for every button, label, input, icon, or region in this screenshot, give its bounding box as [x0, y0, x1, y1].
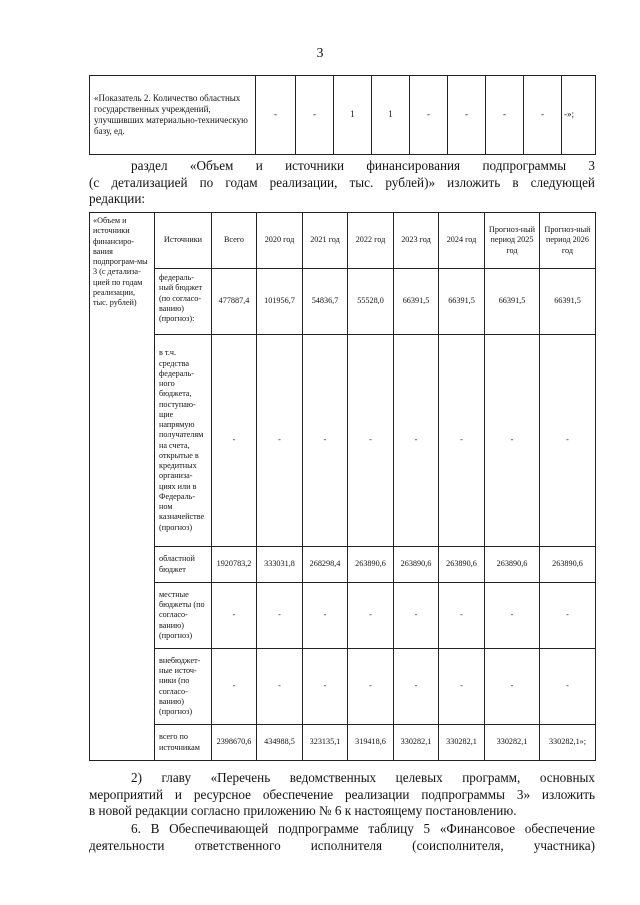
source-cell: внебюджет-ные источ-ники (по согласо-ванию) (прогноз): [155, 649, 212, 725]
value-cell: 2398670,6: [212, 725, 257, 761]
indicator-value: -: [410, 76, 448, 155]
indicator-description: «Показатель 2. Количество областных государственных учреждений, улучшивших материально-техническую базу, ед.: [90, 76, 256, 155]
column-header: Источники: [155, 213, 212, 269]
value-cell: -: [212, 335, 257, 547]
section-paragraph: [89, 158, 595, 208]
column-header: 2023 год: [394, 213, 439, 269]
value-cell: -: [257, 649, 303, 725]
indicator-value: 1: [334, 76, 372, 155]
chapter-paragraph: [89, 770, 595, 820]
table-row: [90, 76, 596, 155]
value-cell: 330282,1: [485, 725, 540, 761]
indicator-value: -»;: [562, 76, 596, 155]
value-cell: 477887,4: [212, 269, 257, 335]
table-row: [90, 725, 596, 761]
source-cell: всего по источникам: [155, 725, 212, 761]
value-cell: -: [394, 335, 439, 547]
value-cell: 1920783,2: [212, 547, 257, 583]
subprogram-paragraph: [89, 821, 595, 854]
value-cell: 54836,7: [303, 269, 348, 335]
value-cell: -: [439, 649, 485, 725]
value-cell: 66391,5: [439, 269, 485, 335]
value-cell: 330282,1»;: [540, 725, 596, 761]
value-cell: 333031,8: [257, 547, 303, 583]
value-cell: -: [303, 583, 348, 649]
value-cell: 323135,1: [303, 725, 348, 761]
table-header-row: [90, 213, 596, 269]
table-row: [90, 335, 596, 547]
source-cell: местные бюджеты (по согласо-ванию) (прогноз): [155, 583, 212, 649]
column-header: Всего: [212, 213, 257, 269]
indicator-value: -: [524, 76, 562, 155]
text-line: 2) главу «Перечень ведомственных целевых программ, основных: [131, 770, 595, 785]
value-cell: -: [348, 583, 394, 649]
table-row: [90, 649, 596, 725]
text-line: в новой редакции согласно приложению № 6 к настоящему постановлению.: [89, 803, 517, 818]
value-cell: 330282,1: [394, 725, 439, 761]
text-line: деятельности ответственного исполнителя (соисполнителя, участника): [89, 837, 595, 853]
value-cell: 263890,6: [439, 547, 485, 583]
indicator-table: [89, 75, 596, 155]
value-cell: 101956,7: [257, 269, 303, 335]
value-cell: -: [485, 583, 540, 649]
table-row: [90, 547, 596, 583]
column-header: 2022 год: [348, 213, 394, 269]
value-cell: 263890,6: [540, 547, 596, 583]
value-cell: 268298,4: [303, 547, 348, 583]
text-line: 6. В Обеспечивающей подпрограмме таблицу 5 «Финансовое обеспечение: [131, 821, 595, 836]
financing-table: [89, 212, 596, 761]
indicator-value: -: [256, 76, 296, 155]
value-cell: -: [212, 583, 257, 649]
value-cell: -: [394, 649, 439, 725]
indicator-value: -: [486, 76, 524, 155]
value-cell: 263890,6: [485, 547, 540, 583]
value-cell: 263890,6: [348, 547, 394, 583]
value-cell: -: [394, 583, 439, 649]
value-cell: -: [257, 583, 303, 649]
value-cell: -: [439, 583, 485, 649]
table-row: [90, 269, 596, 335]
text-line: мероприятий и ресурсное обеспечение реализации подпрограммы 3» изложить: [89, 786, 595, 802]
value-cell: 55528,0: [348, 269, 394, 335]
source-cell: областной бюджет: [155, 547, 212, 583]
value-cell: 66391,5: [485, 269, 540, 335]
value-cell: 319418,6: [348, 725, 394, 761]
indicator-value: -: [448, 76, 486, 155]
text-line: редакции:: [89, 191, 146, 206]
text-line: раздел «Объем и источники финансирования подпрограммы 3: [131, 158, 595, 173]
source-cell: в т.ч. средства федераль-ного бюджета, поступаю-щие напрямую получателям на счета, открытые в кредитных организа-циях или в Федераль-ном казначействе (прогноз): [155, 335, 212, 547]
value-cell: -: [348, 649, 394, 725]
value-cell: -: [212, 649, 257, 725]
column-header: Прогноз-ный период 2025 год: [485, 213, 540, 269]
source-cell: федераль-ный бюджет (по согласо-ванию) (прогноз):: [155, 269, 212, 335]
value-cell: 330282,1: [439, 725, 485, 761]
value-cell: 66391,5: [540, 269, 596, 335]
page-number: 3: [316, 46, 324, 61]
value-cell: -: [439, 335, 485, 547]
column-header: Прогноз-ный период 2026 год: [540, 213, 596, 269]
value-cell: -: [485, 335, 540, 547]
value-cell: -: [303, 335, 348, 547]
indicator-value: -: [296, 76, 334, 155]
column-header: 2024 год: [439, 213, 485, 269]
column-header: 2020 год: [257, 213, 303, 269]
column-header: 2021 год: [303, 213, 348, 269]
value-cell: -: [540, 649, 596, 725]
value-cell: 66391,5: [394, 269, 439, 335]
text-line: (с детализацией по годам реализации, тыс. рублей)» изложить в следующей: [89, 174, 595, 190]
value-cell: -: [540, 583, 596, 649]
value-cell: -: [540, 335, 596, 547]
value-cell: 263890,6: [394, 547, 439, 583]
indicator-value: 1: [372, 76, 410, 155]
value-cell: -: [485, 649, 540, 725]
value-cell: -: [303, 649, 348, 725]
value-cell: -: [348, 335, 394, 547]
table-row: [90, 583, 596, 649]
financing-row-label: «Объем и источники финансиро-вания подпрограм-мы 3 (с детализа-цией по годам реализации, тыс. рублей): [90, 213, 155, 761]
value-cell: 434988,5: [257, 725, 303, 761]
value-cell: -: [257, 335, 303, 547]
